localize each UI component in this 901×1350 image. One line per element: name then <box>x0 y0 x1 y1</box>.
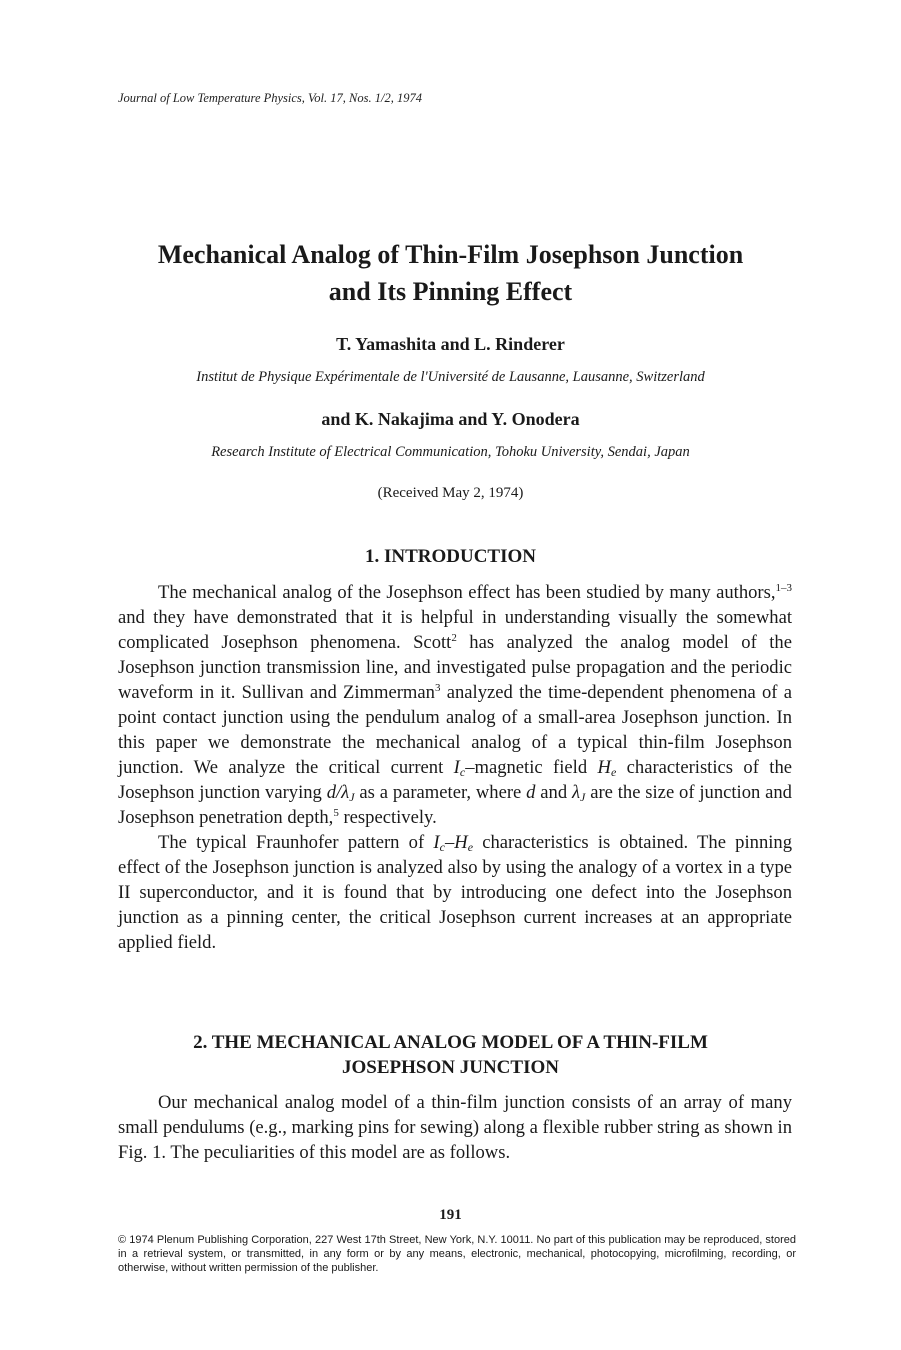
symbol-lambda: λ <box>571 782 581 803</box>
citation-ref: 5 <box>333 807 339 819</box>
title-line-2: and Its Pinning Effect <box>328 277 573 306</box>
copyright-notice: © 1974 Plenum Publishing Corporation, 227 West 17th Street, New York, N.Y. 10011. No part of this publication may be reproduced, stored in a retrieval system, or transmitted, in any form or by any means, electronic, mechanical, photocopying, microfilming, recording, or otherwise, without written permission of the publisher. <box>118 1234 796 1274</box>
section-1-body <box>118 580 792 955</box>
citation-ref: 2 <box>451 632 457 644</box>
section-2-heading: 2. THE MECHANICAL ANALOG MODEL OF A THIN-FILM JOSEPHSON JUNCTION <box>193 1032 708 1078</box>
citation-ref: 1–3 <box>775 582 792 594</box>
intro-paragraph-2: The typical Fraunhofer pattern of $I_c-H_e$ characteristics is obtained. The pinning effect of the Josephson junction is analyzed also by using the analogy of a vortex in a type II superconductor, and it is found that by introducing one defect into the Josephson junction as a pinning center, the critical Josephson current increases at an appropriate applied field. <box>118 832 792 953</box>
intro-paragraph-1: The mechanical analog of the Josephson effect has been studied by many authors,$^{1-3}$ and they have demonstrated that it is helpful in understanding visually the somewhat complicated Josephson phenomena. Scott$^2$ has analyzed the analog model of the Josephson junction transmission line, and investigated pulse propagation and the periodic waveform in it. Sullivan and Zimmerman$^3$ analyzed the time-dependent phenomena of a point contact junction using the pendulum analog of a small-area Josephson junction. In this paper we demonstrate the mechanical analog of a typical thin-film Josephson junction. We analyze the critical current $I_c$–magnetic field $H_e$ characteristics of the Josephson junction varying $d/\lambda_J$ as a parameter, where d and $\lambda_J$ are the size of junction and Josephson penetration depth,$^5$ respectively. <box>118 582 792 828</box>
title-line-1: Mechanical Analog of Thin-Film Josephson Junction <box>157 240 744 269</box>
authors-second: and K. Nakajima and Y. Onodera <box>321 409 580 429</box>
symbol-he: H <box>597 757 611 778</box>
affiliation-second: Research Institute of Electrical Communication, Tohoku University, Sendai, Japan <box>211 444 690 460</box>
symbol-ic: I <box>453 757 460 778</box>
section-1-heading: 1. INTRODUCTION <box>364 546 537 567</box>
journal-citation: Journal of Low Temperature Physics, Vol. 17, Nos. 1/2, 1974 <box>118 91 422 105</box>
model-paragraph-1: Our mechanical analog model of a thin-film junction consists of an array of many small pendulums (e.g., marking pins for sewing) along a flexible rubber string as shown in Fig. 1. The peculiarities of this model are as follows. <box>118 1092 792 1163</box>
affiliation-first: Institut de Physique Expérimentale de l'Université de Lausanne, Lausanne, Switzerland <box>196 369 705 385</box>
symbol-ratio: d/λ <box>326 782 350 803</box>
paper-title <box>100 236 801 310</box>
authors-first: T. Yamashita and L. Rinderer <box>336 334 565 354</box>
symbol-d: d <box>526 782 536 803</box>
received-date: (Received May 2, 1974) <box>377 485 524 501</box>
page-number: 191 <box>439 1207 462 1223</box>
section-2-body <box>118 1090 792 1165</box>
citation-ref: 3 <box>434 682 441 694</box>
